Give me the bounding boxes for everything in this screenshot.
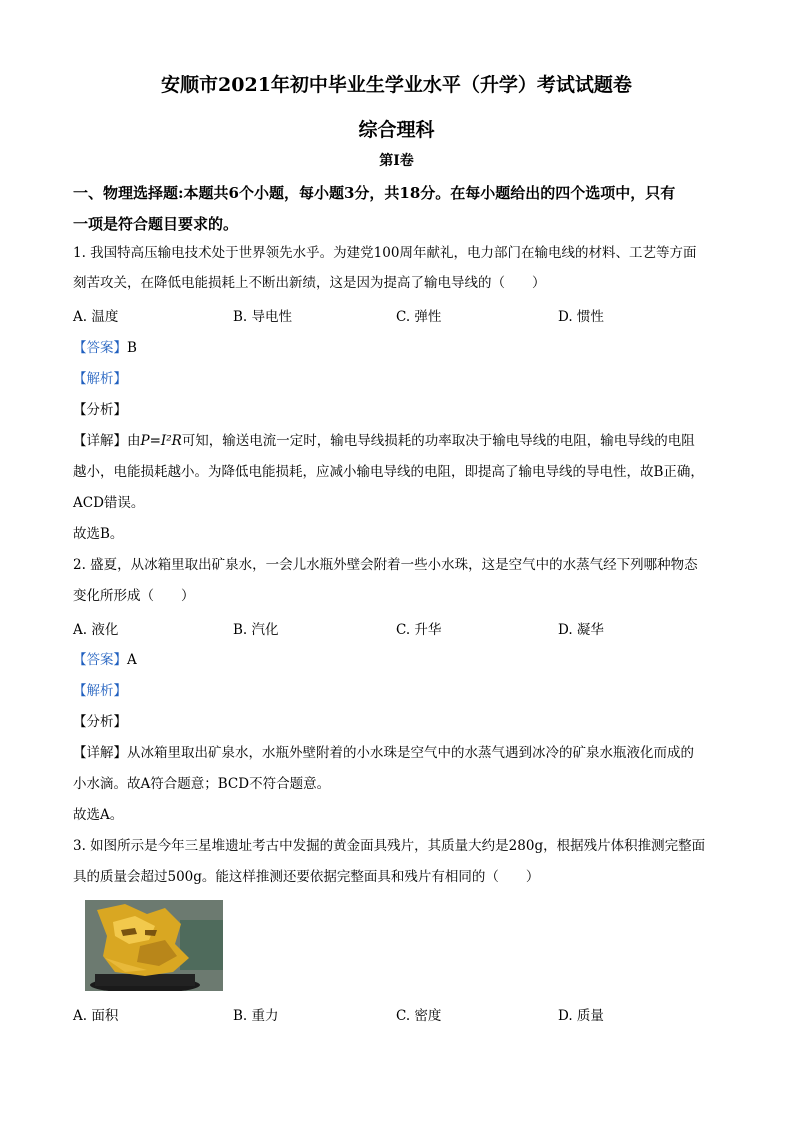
q1-stem-line1: 1. 我国特高压输电技术处于世界领先水乎。为建党100周年献礼，电力部门在输电线的材料、工艺等方面 <box>73 245 697 261</box>
gold-mask-illustration <box>85 900 223 991</box>
section-heading-line1: 一、物理选择题:本题共6个小题，每小题3分，共18分。在每小题给出的四个选项中，只有 <box>73 184 676 202</box>
volume-label: 第I卷 <box>379 153 414 169</box>
q2-conclusion: 故选A。 <box>73 807 124 823</box>
q3-stem-line1: 3. 如图所示是今年三星堆遗址考古中发掘的黄金面具残片，其质量大约是280g，根据残片体积推测完整面 <box>73 838 706 854</box>
q2-fenxi-tag: 【分析】 <box>73 714 127 730</box>
section-heading-line2: 一项是符合题目要求的。 <box>73 215 239 233</box>
q1-fenxi-tag: 【分析】 <box>73 402 127 418</box>
q1-option-a: A. 温度 <box>73 309 119 325</box>
q1-detail-pre: 由 <box>127 433 141 449</box>
q1-conclusion: 故选B。 <box>73 526 124 542</box>
q2-option-b: B. 汽化 <box>233 622 279 638</box>
q1-formula: P=I²R <box>140 433 182 449</box>
q2-option-c: C. 升华 <box>396 622 442 638</box>
section-heading <box>73 178 723 240</box>
q1-answer-value: B <box>127 340 137 356</box>
q3-option-b: B. 重力 <box>233 1008 279 1024</box>
q1-stem-line2: 刻苦攻关，在降低电能损耗上不断出新绩，这是因为提高了输电导线的（ ） <box>73 275 546 291</box>
q2-answer-tag: 【答案】 <box>73 652 127 668</box>
q3-option-a: A. 面积 <box>73 1008 119 1024</box>
q2-stem-line1: 2. 盛夏，从冰箱里取出矿泉水，一会儿水瓶外壁会附着一些小水珠，这是空气中的水蒸气经下列哪种物态 <box>73 557 698 573</box>
q2-analysis-tag: 【解析】 <box>73 683 127 699</box>
q2-detail-text: 从冰箱里取出矿泉水，水瓶外壁附着的小水珠是空气中的水蒸气遇到冰冷的矿泉水瓶液化而成的 <box>127 745 694 761</box>
q1-detail-tag: 【详解】 <box>73 433 127 449</box>
gold-mask-photo <box>85 900 223 991</box>
q2-option-d: D. 凝华 <box>558 622 604 638</box>
q2-stem-line2: 变化所形成（ ） <box>73 588 195 604</box>
q1-analysis-tag: 【解析】 <box>73 371 127 387</box>
q2-answer <box>73 650 723 670</box>
q1-option-c: C. 弹性 <box>396 309 442 325</box>
q2-option-a: A. 液化 <box>73 622 119 638</box>
q1-option-b: B. 导电性 <box>233 309 293 325</box>
exam-title: 安顺市2021年初中毕业生学业水平（升学）考试试题卷 <box>161 74 632 96</box>
q3-option-c: C. 密度 <box>396 1008 442 1024</box>
q3-option-d: D. 质量 <box>558 1008 604 1024</box>
q1-option-d: D. 惯性 <box>558 309 604 325</box>
q1-detail-line2: 越小，电能损耗越小。为降低电能损耗，应减小输电导线的电阻，即提高了输电导线的导电性，故B正确， <box>73 464 704 480</box>
q3-stem-line2: 具的质量会超过500g。能这样推测还要依据完整面具和残片有相同的（ ） <box>73 869 540 885</box>
q1-answer <box>73 338 723 358</box>
q2-detail-line2: 小水滴。故A符合题意；BCD不符合题意。 <box>73 776 331 792</box>
exam-subtitle: 综合理科 <box>358 119 435 141</box>
q1-answer-tag: 【答案】 <box>73 340 127 356</box>
q2-detail-line1 <box>73 743 723 763</box>
q1-detail-line1 <box>73 431 723 451</box>
q2-detail-tag: 【详解】 <box>73 745 127 761</box>
q2-answer-value: A <box>127 652 137 668</box>
q1-detail-line3: ACD错误。 <box>73 495 145 511</box>
q1-detail-text: 可知，输送电流一定时，输电导线损耗的功率取决于输电导线的电阻，输电导线的电阻 <box>181 433 695 449</box>
